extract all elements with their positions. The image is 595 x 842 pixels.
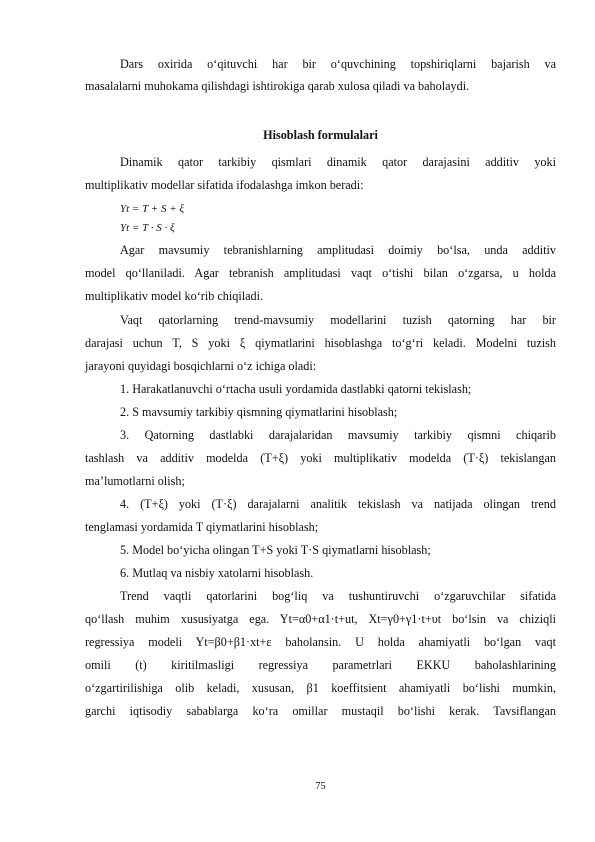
- text-line: masalalarni muhokama qilishdagi ishtirokiga qarab xulosa qiladi va baholaydi.: [85, 79, 470, 93]
- formula-multiplicative: Yt = T · S · ξ: [120, 222, 175, 234]
- page-number: 75: [315, 781, 326, 792]
- list-item-continuation: tenglamasi yordamida T qiymatlarini hisoblash;: [85, 520, 319, 534]
- list-item: 2. S mavsumiy tarkibiy qismning qiymatlarini hisoblash;: [120, 405, 398, 419]
- text-line: o‘zgartirilishiga olib keladi, xususan, β1 koeffitsient ahamiyatli bo‘lishi mumkin,: [85, 681, 556, 695]
- text-line: darajasi uchun T, S yoki ξ qiymatlarini hisoblashga to‘g‘ri keladi. Modelni tuzish: [85, 336, 556, 350]
- text-line: Agar mavsumiy tebranishlarning amplitudasi doimiy bo‘lsa, unda additiv: [120, 243, 556, 257]
- text-line: model qo‘llaniladi. Agar tebranish amplitudasi vaqt o‘tishi bilan o‘zgarsa, u holda: [85, 266, 556, 280]
- text-line: multiplikativ model ko‘rib chiqiladi.: [85, 289, 264, 303]
- list-item: 4. (T+ξ) yoki (T·ξ) darajalarni analitik tekislash va natijada olingan trend: [120, 497, 556, 511]
- list-item-continuation: ma’lumotlarni olish;: [85, 474, 185, 488]
- list-item: 5. Model bo‘yicha olingan T+S yoki T·S qiymatlarni hisoblash;: [120, 543, 431, 557]
- text-line: garchi iqtisodiy sabablarga ko‘ra omillar mustaqil bo‘lishi kerak. Tavsiflangan: [85, 704, 556, 718]
- section-heading: Hisoblash formulalari: [263, 128, 378, 142]
- text-line: Vaqt qatorlarning trend-mavsumiy modellarini tuzish qatorning har bir: [120, 313, 556, 327]
- list-item: 6. Mutlaq va nisbiy xatolarni hisoblash.: [120, 566, 314, 580]
- list-item: 1. Harakatlanuvchi o‘rtacha usuli yordamida dastlabki qatorni tekislash;: [120, 382, 472, 396]
- text-line: multiplikativ modellar sifatida ifodalashga imkon beradi:: [85, 178, 364, 192]
- list-item: 3. Qatorning dastlabki darajalaridan mavsumiy tarkibiy qismni chiqarib: [120, 428, 556, 442]
- text-line: Dinamik qator tarkibiy qismlari dinamik qator darajasini additiv yoki: [120, 155, 556, 169]
- text-line: Dars oxirida o‘qituvchi har bir o‘quvchining topshiriqlarni bajarish va: [120, 57, 556, 71]
- formula-additive: Yt = T + S + ξ: [120, 203, 185, 215]
- text-line: omili (t) kiritilmasligi regressiya parametrlari EKKU baholashlarining: [85, 658, 556, 672]
- text-line: jarayoni quyidagi bosqichlarni o‘z ichiga oladi:: [85, 359, 317, 373]
- list-item-continuation: tashlash va additiv modelda (T+ξ) yoki multiplikativ modelda (T·ξ) tekislangan: [85, 451, 556, 465]
- text-line: regressiya modeli Yt=β0+β1·xt+ε baholansin. U holda ahamiyatli bo‘lgan vaqt: [85, 635, 556, 649]
- text-line: qo‘llash muhim xususiyatga ega. Yt=α0+α1·t+ut, Xt=γ0+γ1·t+υt bo‘lsin va chiziqli: [85, 612, 556, 626]
- text-line: Trend vaqtli qatorlarini bog‘liq va tushuntiruvchi o‘zgaruvchilar sifatida: [120, 589, 556, 603]
